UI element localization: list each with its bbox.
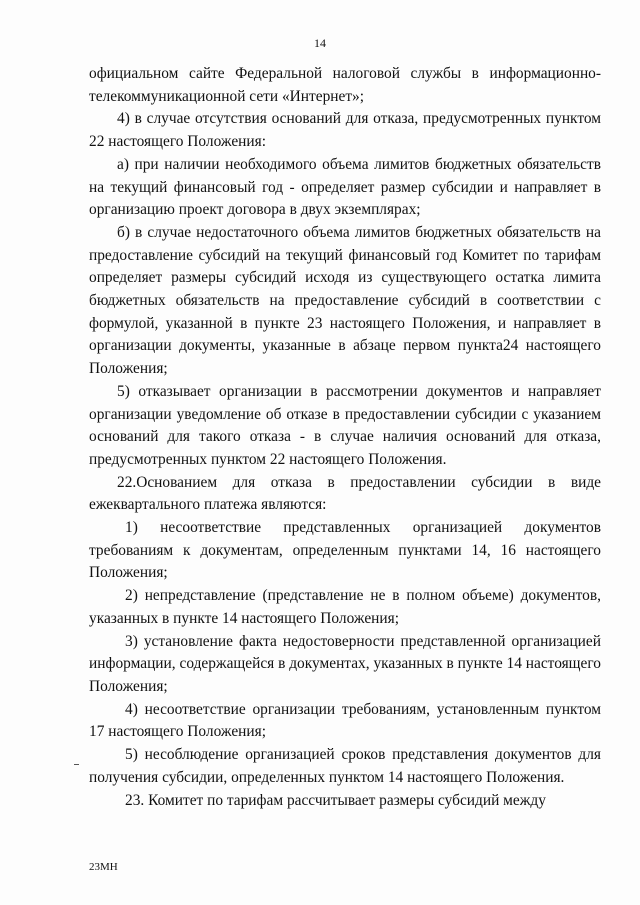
paragraph-subitem-b: б) в случае недостаточного объема лимитов бюджетных обязательств на предоставление субсидий на текущий финансовый год Комитет по тарифам определяет размеры субсидий исходя из существующего остатка лимита бюджетных обязательств на предоставление субсидий в соответствии с формулой, указанной в пункте 23 настоящего Положения, и направляет в организации документы, указанные в абзаце первом пункта24 настоящего Положения; <box>89 223 601 378</box>
paragraph-reason-1: 1) несоответствие представленных организацией документов требованиям к документам, определенным пунктами 14, 16 настоящего Положения; <box>89 519 601 582</box>
document-body <box>89 63 601 812</box>
paragraph-item-5: 5) отказывает организации в рассмотрении документов и направляет организации уведомление об отказе в предоставлении субсидии с указанием оснований для такого отказа - в случае наличия оснований для отказа, предусмотренных пунктом 22 настоящего Положения. <box>89 382 601 468</box>
paragraph-section-22: 22.Основанием для отказа в предоставлении субсидии в виде ежеквартального платежа являются: <box>89 473 601 514</box>
paragraph-reason-5: 5) несоблюдение организацией сроков представления документов для получения субсидии, определенных пунктом 14 настоящего Положения. <box>89 746 601 786</box>
paragraph-continuation: официальном сайте Федеральной налоговой службы в информационно-телекоммуникационной сети «Интернет»; <box>89 65 601 105</box>
paragraph-section-23: 23. Комитет по тарифам рассчитывает размеры субсидий между <box>125 791 546 809</box>
scan-mark <box>74 764 79 765</box>
paragraph-item-4: 4) в случае отсутствия оснований для отказа, предусмотренных пунктом 22 настоящего Положения: <box>89 110 601 151</box>
footer-document-code: 23МН <box>89 861 118 873</box>
paragraph-subitem-a: а) при наличии необходимого объема лимитов бюджетных обязательств на текущий финансовый год - определяет размер субсидии и направляет в организацию проект договора в двух экземплярах; <box>89 155 601 219</box>
paragraph-reason-2: 2) непредставление (представление не в полном объеме) документов, указанных в пункте 14 настоящего Положения; <box>89 587 601 627</box>
page-number: 14 <box>314 36 326 50</box>
paragraph-reason-3: 3) установление факта недостоверности представленной организацией информации, содержащейся в документах, указанных в пункте 14 настоящего Положения; <box>89 632 601 695</box>
paragraph-reason-4: 4) несоответствие организации требованиям, установленным пунктом 17 настоящего Положения; <box>89 700 601 741</box>
